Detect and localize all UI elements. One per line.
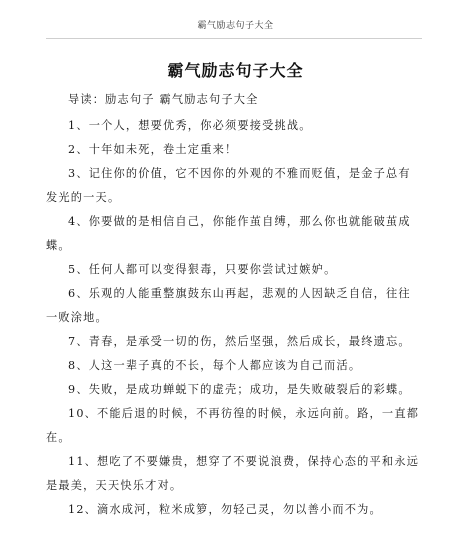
list-item: 4、你要做的是相信自己，你能作茧自缚，那么你也就能破茧成蝶。 bbox=[46, 215, 411, 252]
document-body bbox=[46, 88, 422, 522]
list-item: 10、不能后退的时候，不再彷徨的时候，永远向前。路，一直都在。 bbox=[46, 407, 420, 444]
list-item: 1、一个人，想要优秀，你必须要接受挑战。 bbox=[68, 119, 312, 132]
list-item: 3、记住你的价值，它不因你的外观的不雅而贬值，是金子总有发光的一天。 bbox=[46, 167, 411, 204]
list-item: 11、想吃了不要嫌贵，想穿了不要说浪费，保持心态的平和永远是最美，天天快乐才对。 bbox=[46, 455, 420, 492]
list-item: 9、失败，是成功蝉蜕下的虚壳；成功，是失败破裂后的彩蝶。 bbox=[68, 383, 411, 396]
header-divider bbox=[46, 38, 422, 39]
document-title: 霸气励志句子大全 bbox=[167, 61, 304, 80]
list-item: 2、十年如未死，卷土定重来！ bbox=[68, 143, 238, 156]
list-item: 6、乐观的人能重整旗鼓东山再起，悲观的人因缺乏自信，往往一败涂地。 bbox=[46, 287, 411, 324]
list-item: 7、青春，是承受一切的伤，然后坚强，然后成长，最终遗忘。 bbox=[68, 335, 411, 348]
running-header: 霸气励志句子大全 bbox=[197, 21, 274, 31]
list-item: 5、任何人都可以变得狠毒，只要你尝试过嫉妒。 bbox=[68, 263, 337, 276]
intro-paragraph: 导读：励志句子 霸气励志句子大全 bbox=[68, 93, 259, 106]
list-item: 8、人这一辈子真的不长，每个人都应该为自己而活。 bbox=[68, 359, 362, 372]
list-item: 12、滴水成河，粒米成箩，勿轻己灵，勿以善小而不为。 bbox=[68, 503, 382, 516]
